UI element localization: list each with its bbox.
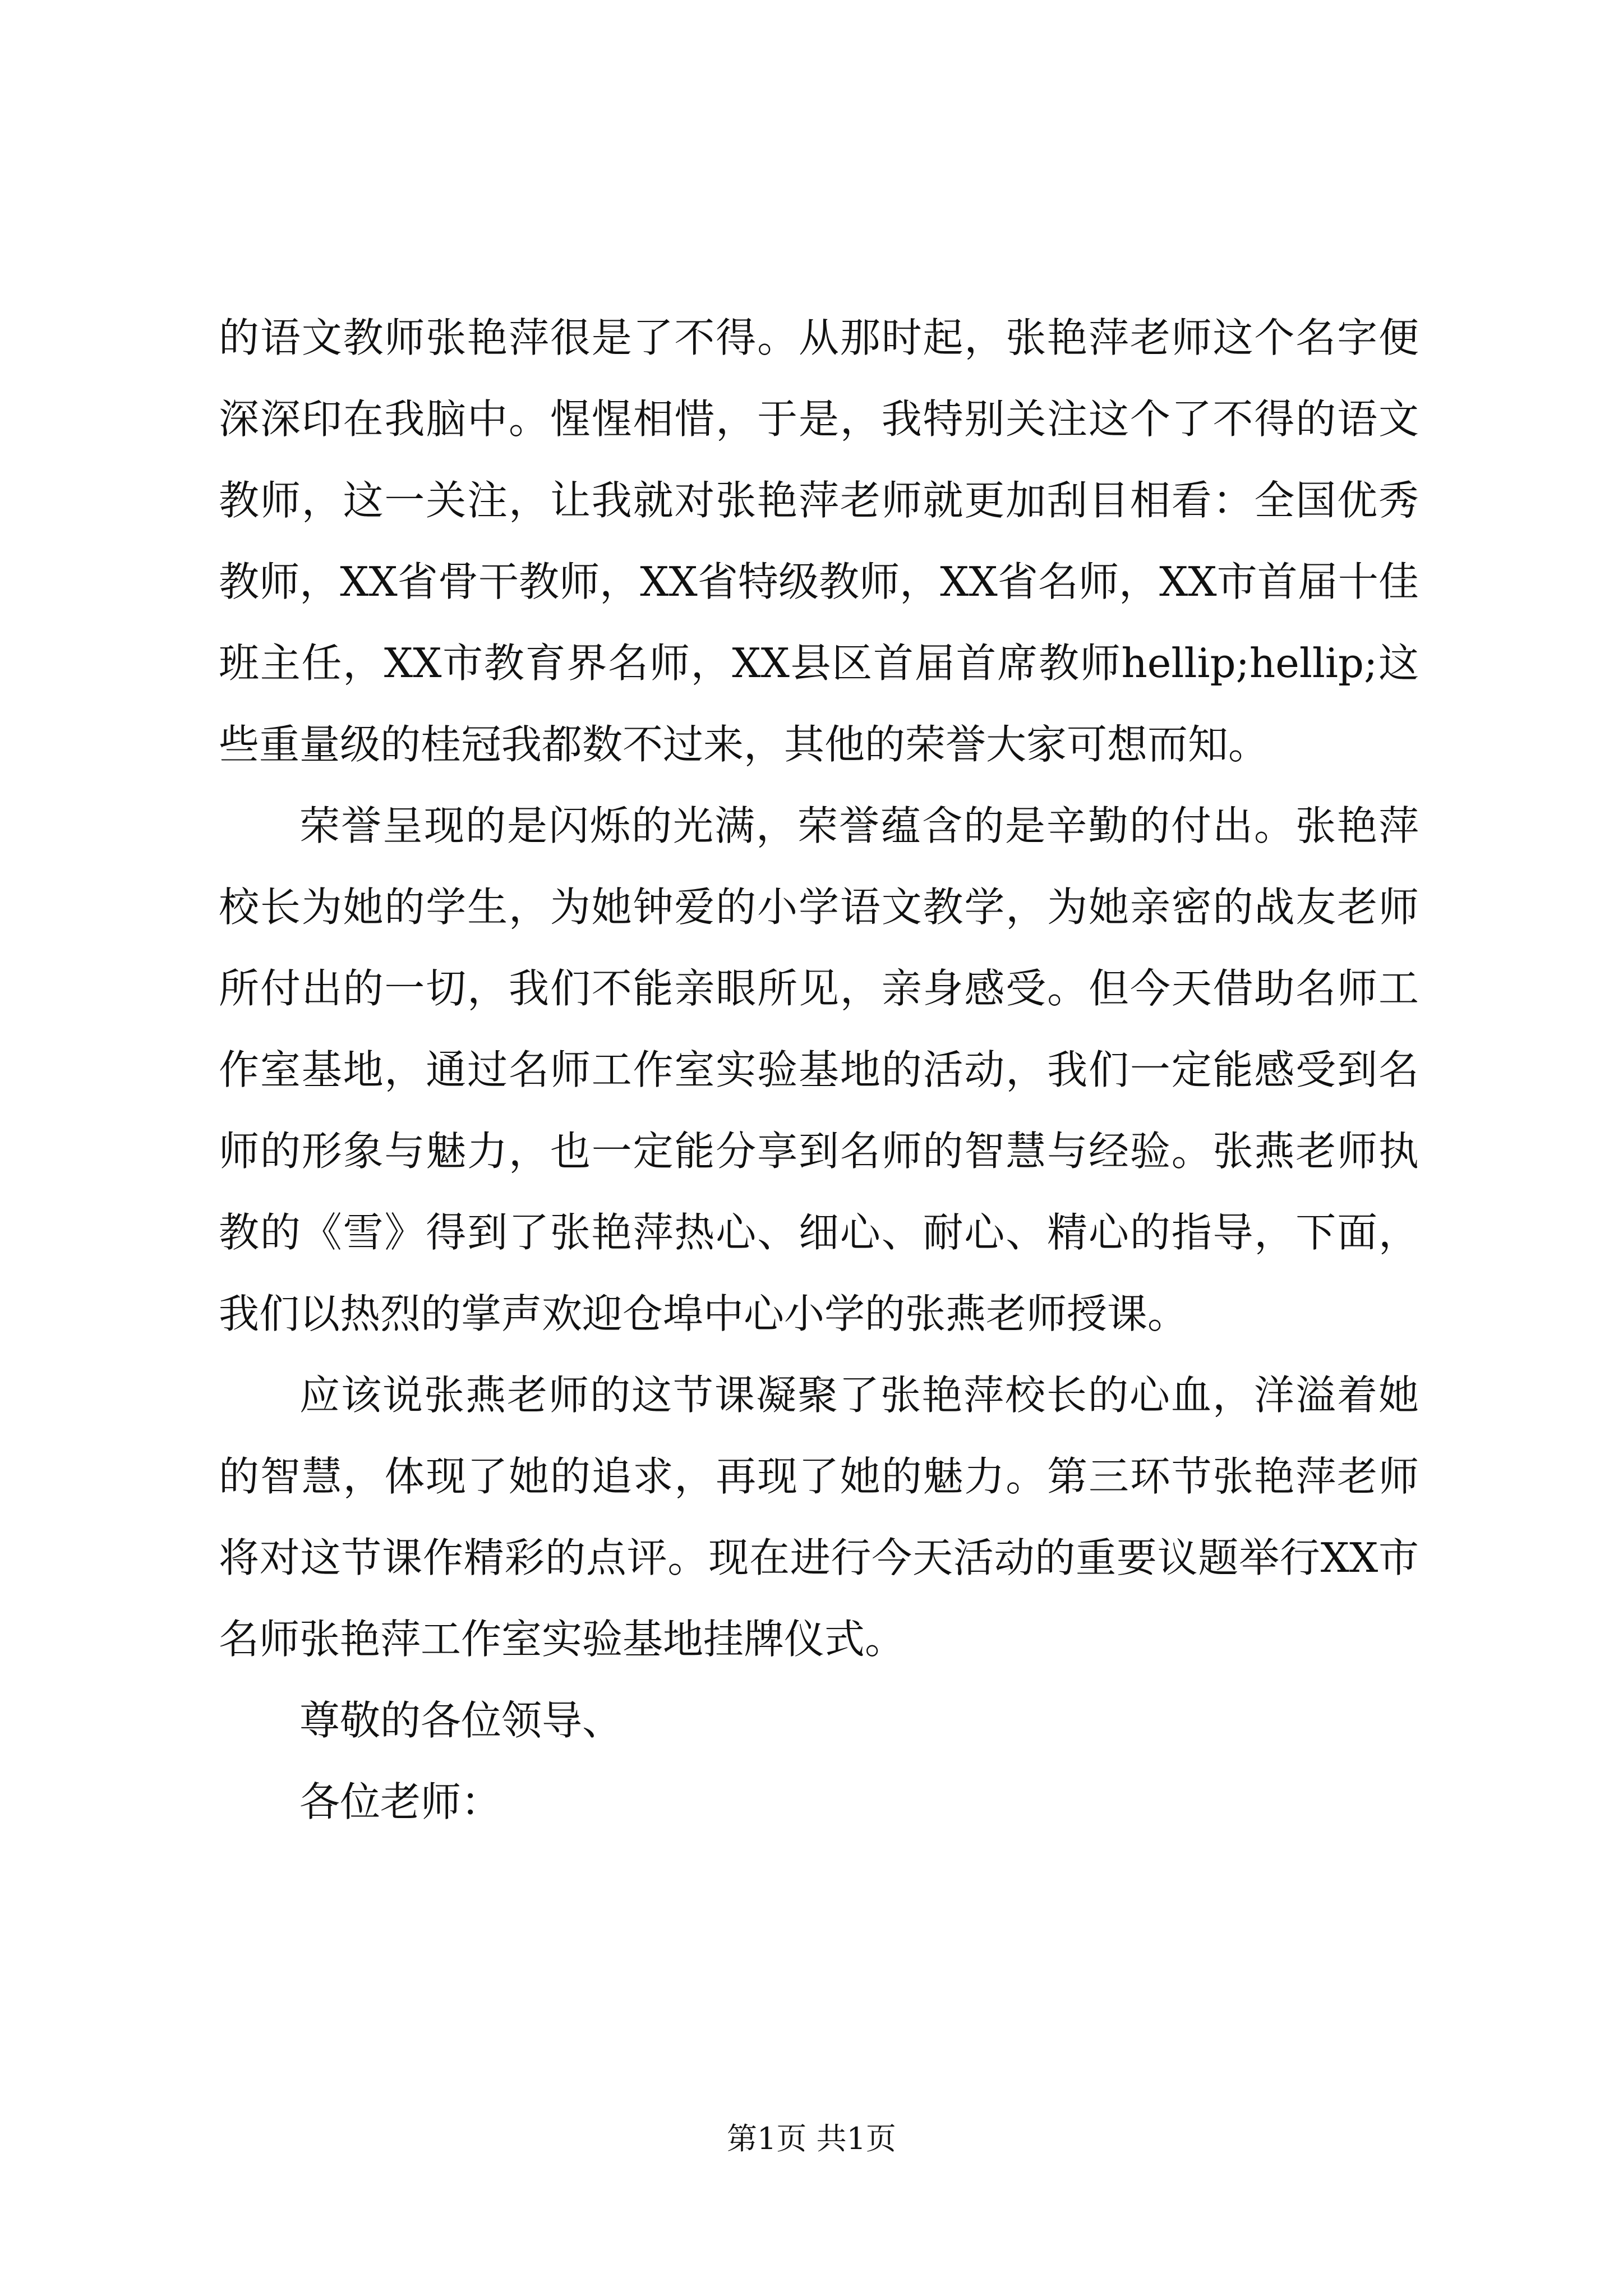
paragraph-continuation: 的语文教师张艳萍很是了不得。从那时起，张艳萍老师这个名字便深深印在我脑中。惺惺相惜，于是，我特别关注这个了不得的语文教师，这一关注，让我就对张艳萍老师就更加刮目相看：全国优秀教师，XX省骨干教师，XX省特级教师，XX省名师，XX市首届十佳班主任，XX市教育界名师，XX县区首届首席教师hellip;hellip;这些重量级的桂冠我都数不过来，其他的荣誉大家可想而知。 (219, 314, 1419, 768)
page-footer: 第1页 共1页 (727, 2121, 896, 2156)
paragraph-ceremony: 应该说张燕老师的这节课凝聚了张艳萍校长的心血，洋溢着她的智慧，体现了她的追求，再现了她的魅力。第三环节张艳萍老师将对这节课作精彩的点评。现在进行今天活动的重要议题举行XX市名师张艳萍工作室实验基地挂牌仪式。 (219, 1372, 1419, 1663)
document-body (219, 297, 1419, 1843)
paragraph-honor: 荣誉呈现的是闪烁的光满，荣誉蕴含的是辛勤的付出。张艳萍校长为她的学生，为她钟爱的小学语文教学，为她亲密的战友老师所付出的一切，我们不能亲眼所见，亲身感受。但今天借助名师工作室基地，通过名师工作室实验基地的活动，我们一定能感受到名师的形象与魅力，也一定能分享到名师的智慧与经验。张燕老师执教的《雪》得到了张艳萍热心、细心、耐心、精心的指导，下面，我们以热烈的掌声欢迎仓埠中心小学的张燕老师授课。 (219, 802, 1419, 1337)
paragraph-salutation-teachers: 各位老师： (299, 1778, 502, 1825)
paragraph-salutation-leaders: 尊敬的各位领导、 (299, 1697, 623, 1744)
